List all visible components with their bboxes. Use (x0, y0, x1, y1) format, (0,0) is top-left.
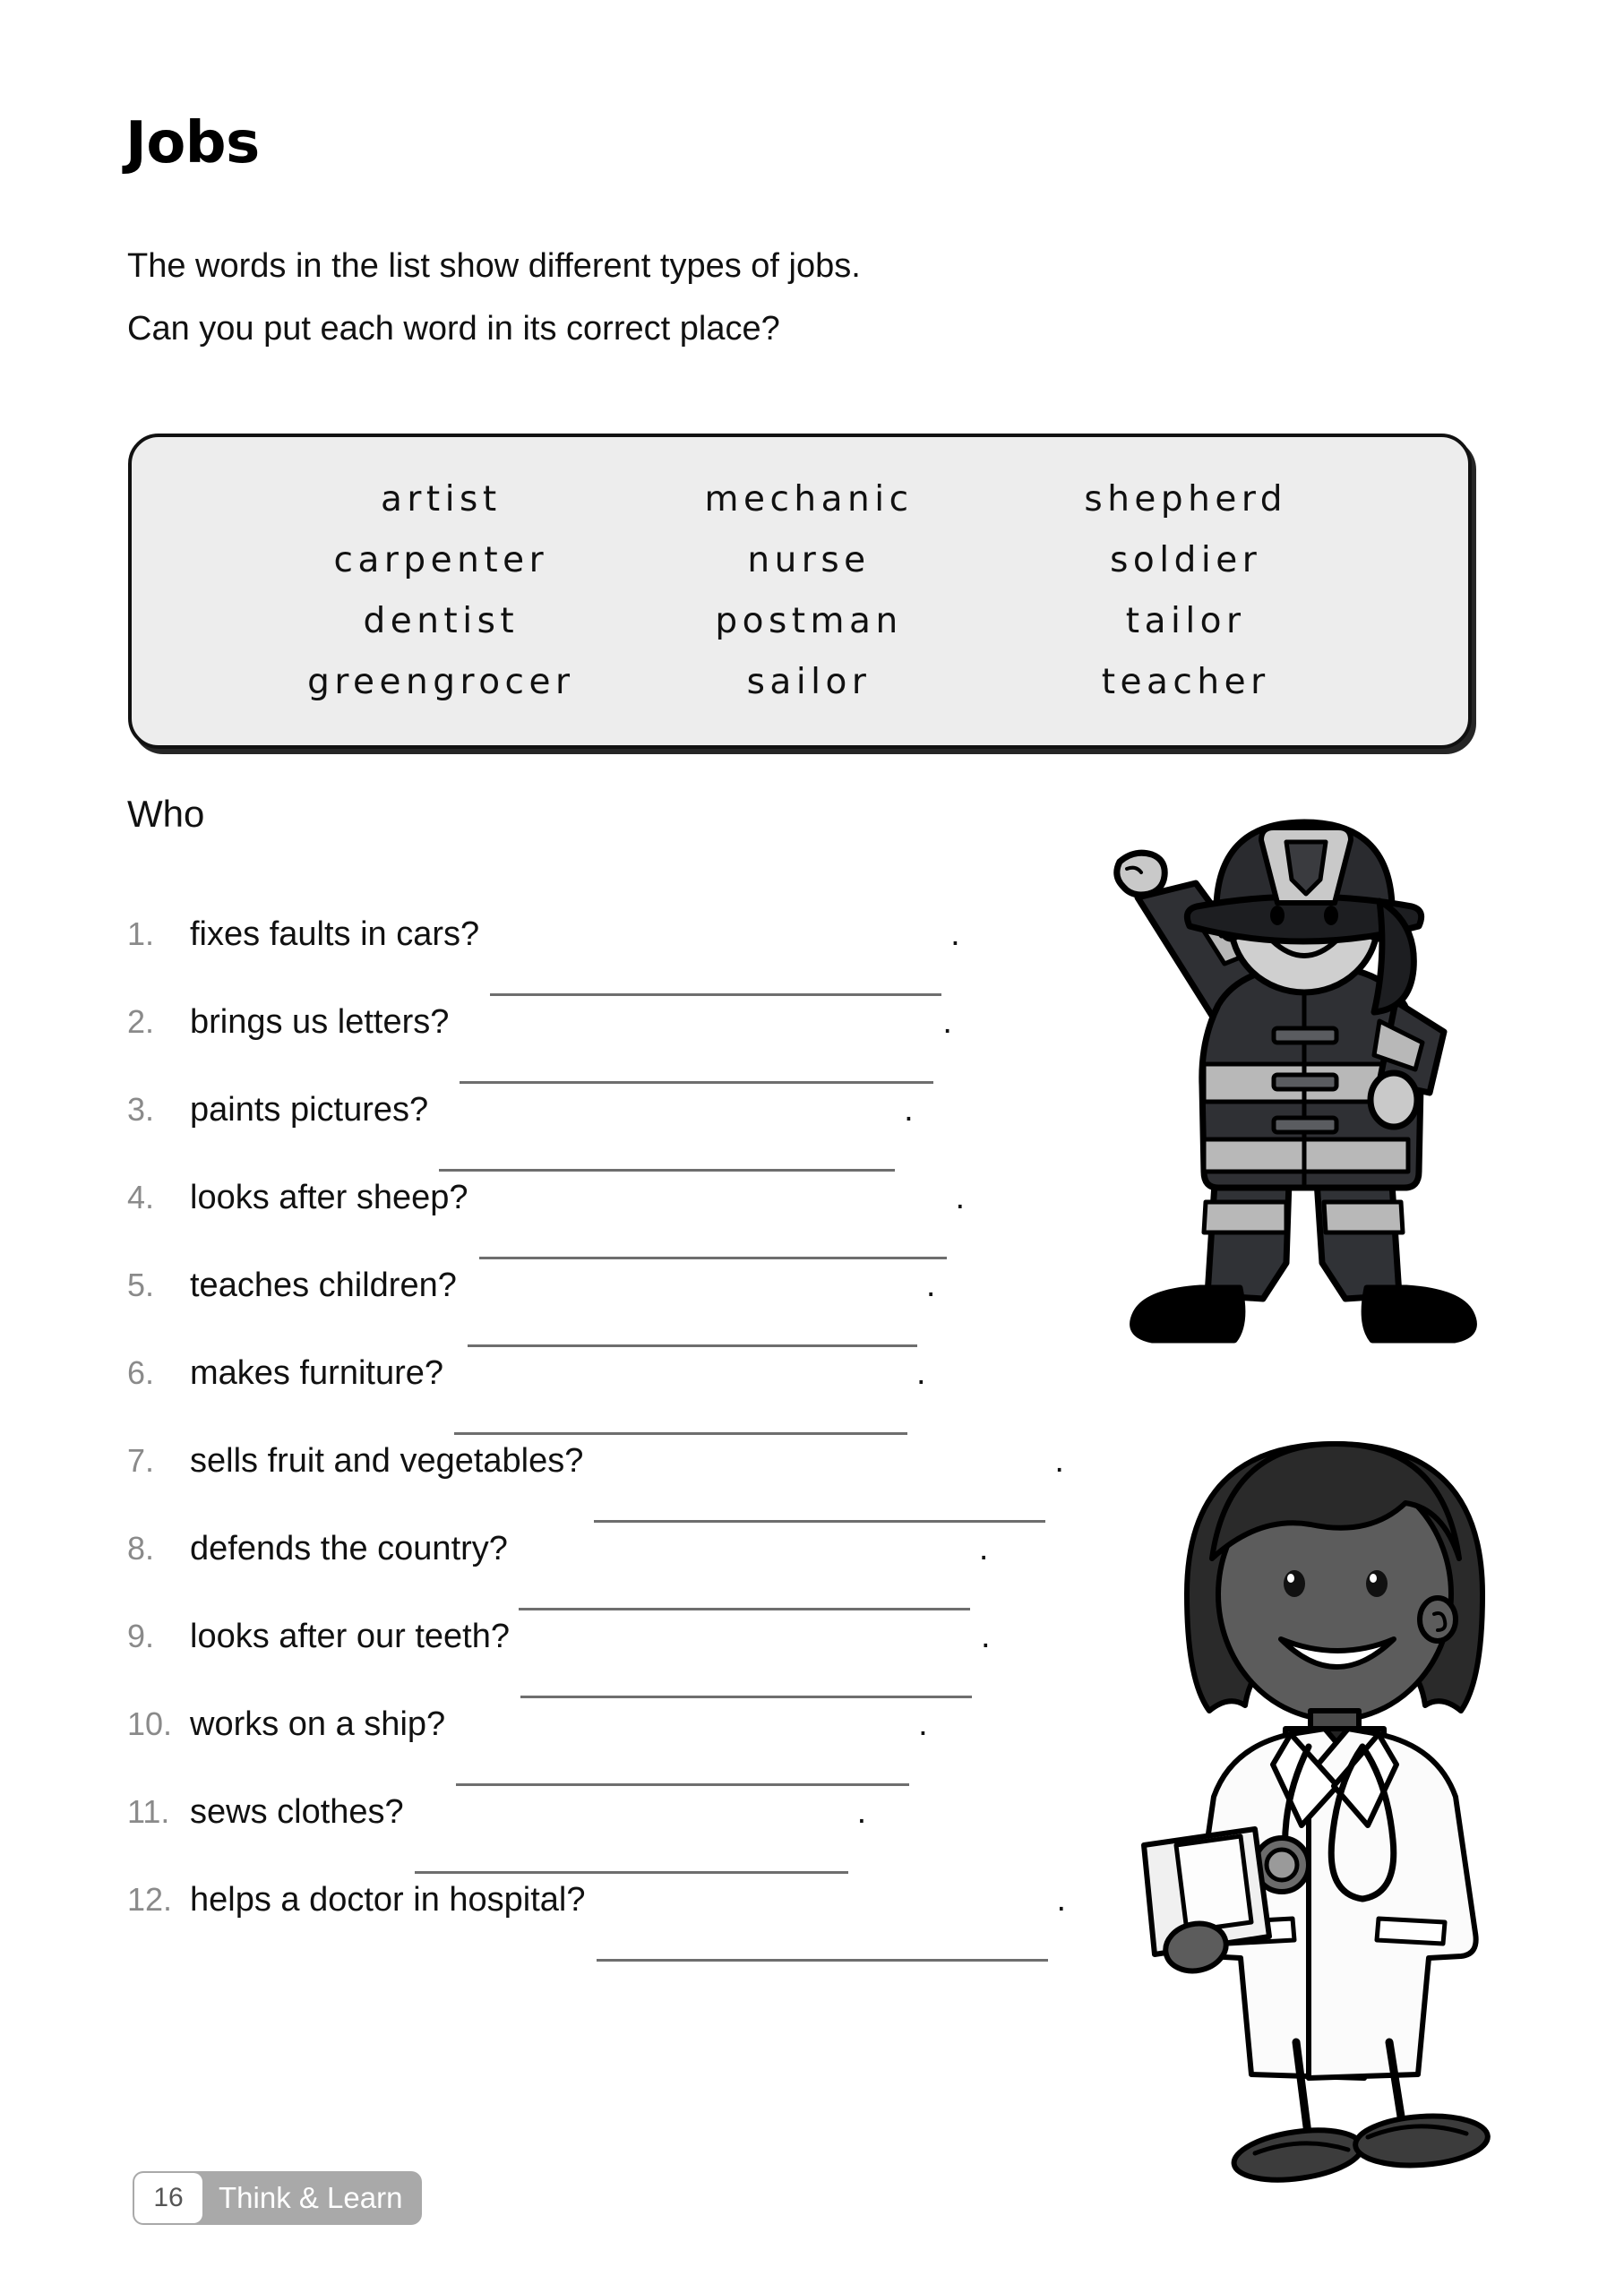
word-bank-item: artist (381, 479, 502, 520)
answer-blank[interactable] (520, 1671, 986, 1705)
question-text: sells fruit and vegetables? (190, 1442, 584, 1480)
word-bank-column-3 (975, 469, 1396, 713)
question-text: defends the country? (190, 1530, 508, 1567)
question-period: . (925, 1267, 936, 1304)
question-period: . (856, 1793, 867, 1831)
question-row (125, 1881, 1156, 1969)
word-bank-item: nurse (747, 540, 871, 580)
answer-blank[interactable] (439, 1145, 909, 1179)
question-text: teaches children? (190, 1267, 457, 1304)
answer-rule (456, 1783, 909, 1786)
question-number: 2. (127, 1003, 155, 1040)
answer-blank[interactable] (460, 1057, 948, 1091)
question-row (125, 1793, 1156, 1881)
word-bank-item: dentist (363, 601, 520, 641)
question-period: . (1056, 1881, 1067, 1919)
answer-blank[interactable] (468, 1320, 932, 1354)
word-bank-item: teacher (1101, 662, 1270, 702)
intro-line-1: The words in the list show different types of jobs. (127, 247, 861, 285)
answer-rule (415, 1871, 848, 1874)
question-number: 1. (127, 915, 155, 952)
question-row (125, 1705, 1156, 1793)
question-text: works on a ship? (190, 1705, 446, 1743)
word-bank-item: postman (715, 601, 903, 641)
question-number: 10. (127, 1705, 173, 1742)
answer-blank[interactable] (456, 1759, 924, 1793)
page-title: Jobs (125, 110, 260, 176)
word-bank-column-1 (230, 469, 652, 713)
question-number: 6. (127, 1354, 155, 1391)
question-period: . (950, 915, 960, 953)
answer-blank[interactable] (454, 1408, 922, 1442)
question-number: 3. (127, 1091, 155, 1128)
answer-rule (597, 1959, 1048, 1962)
section-heading-who: Who (127, 793, 205, 835)
footer-badge (133, 2171, 422, 2225)
word-bank-item: soldier (1110, 540, 1262, 580)
answer-blank[interactable] (519, 1584, 984, 1618)
word-bank-item: carpenter (333, 540, 549, 580)
question-number: 8. (127, 1530, 155, 1567)
answer-blank[interactable] (415, 1847, 863, 1881)
question-period: . (981, 1618, 991, 1655)
word-bank (128, 434, 1472, 749)
question-text: looks after our teeth? (190, 1618, 510, 1655)
question-row (125, 1003, 1156, 1091)
word-bank-item: shepherd (1084, 479, 1287, 520)
word-bank-item: sailor (746, 662, 872, 702)
intro-line-2: Can you put each word in its correct place? (127, 310, 780, 348)
question-row (125, 1267, 1156, 1354)
answer-blank[interactable] (490, 969, 956, 1003)
question-text: looks after sheep? (190, 1179, 468, 1216)
question-row (125, 1530, 1156, 1618)
answer-rule (594, 1520, 1045, 1523)
answer-rule (460, 1081, 933, 1084)
answer-rule (479, 1257, 947, 1259)
question-text: makes furniture? (190, 1354, 444, 1392)
question-period: . (918, 1705, 928, 1743)
question-number: 5. (127, 1267, 155, 1303)
word-bank-item: greengrocer (307, 662, 575, 702)
question-period: . (1054, 1442, 1064, 1480)
series-label: Think & Learn (219, 2181, 403, 2214)
question-row (125, 1091, 1156, 1179)
question-row (125, 1354, 1156, 1442)
question-text: helps a doctor in hospital? (190, 1881, 586, 1919)
question-period: . (916, 1354, 926, 1392)
question-period: . (955, 1179, 966, 1216)
answer-blank[interactable] (597, 1935, 1062, 1969)
intro-text (127, 235, 1113, 360)
answer-rule (520, 1696, 972, 1698)
question-period: . (904, 1091, 914, 1129)
question-number: 12. (127, 1881, 173, 1918)
question-number: 9. (127, 1618, 155, 1654)
answer-rule (468, 1344, 917, 1347)
question-period: . (978, 1530, 989, 1567)
question-list (125, 915, 1156, 1969)
question-number: 4. (127, 1179, 155, 1215)
answer-blank[interactable] (594, 1496, 1060, 1530)
question-text: fixes faults in cars? (190, 915, 480, 953)
question-period: . (942, 1003, 952, 1041)
question-row (125, 1442, 1156, 1530)
question-text: brings us letters? (190, 1003, 450, 1041)
question-row (125, 915, 1156, 1003)
answer-rule (519, 1608, 970, 1610)
word-bank-item: tailor (1125, 601, 1246, 641)
answer-blank[interactable] (479, 1232, 961, 1267)
question-text: sews clothes? (190, 1793, 404, 1831)
page-number: 16 (134, 2173, 202, 2223)
answer-rule (439, 1169, 895, 1172)
word-bank-column-2 (598, 469, 1020, 713)
question-number: 7. (127, 1442, 155, 1479)
question-text: paints pictures? (190, 1091, 429, 1129)
answer-rule (454, 1432, 907, 1435)
doctor-illustration (1133, 1424, 1536, 2203)
question-row (125, 1618, 1156, 1705)
question-row (125, 1179, 1156, 1267)
firefighter-illustration (1111, 797, 1496, 1388)
question-number: 11. (127, 1793, 170, 1830)
answer-rule (490, 993, 941, 996)
word-bank-item: mechanic (704, 479, 914, 520)
